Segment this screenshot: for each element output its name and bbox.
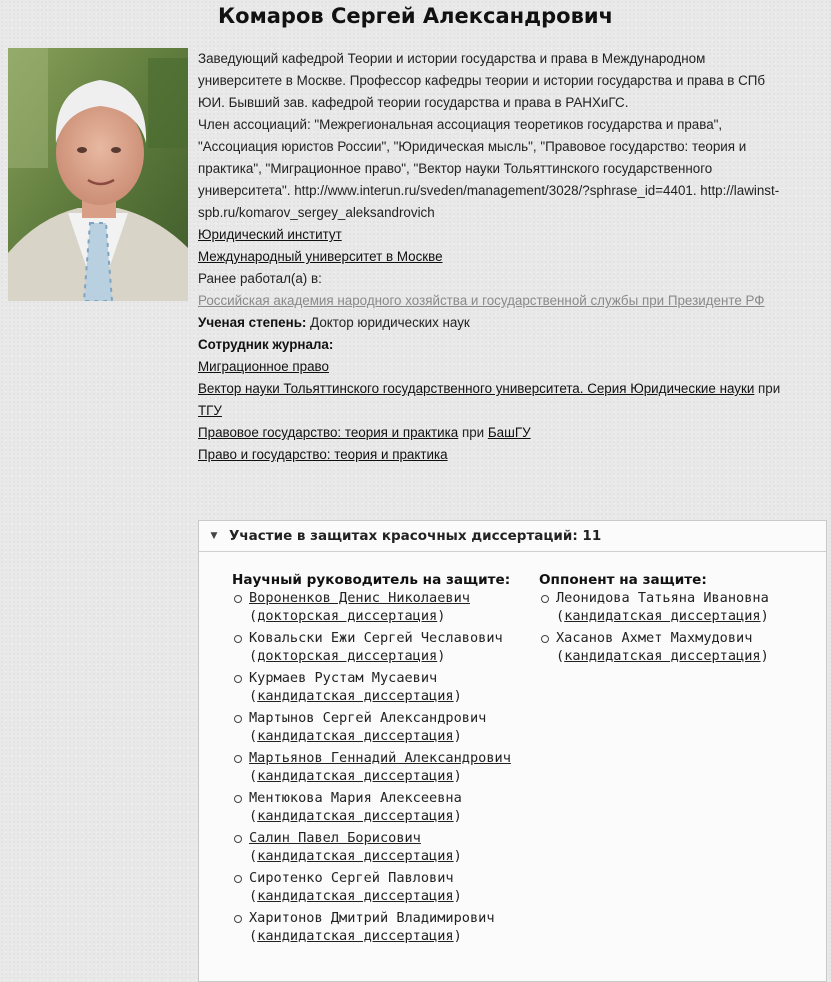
dissertation-type-link[interactable]: докторская диссертация [257, 608, 438, 624]
dissertation-type-link[interactable]: кандидатская диссертация [257, 688, 454, 704]
person-link[interactable]: Вороненков Денис Николаевич [249, 590, 470, 606]
bio-line: университета". http://www.interun.ru/sveden/management/3028/?sphrase_id=4401. http://lawinst- [198, 183, 780, 198]
bio-line: практика", "Миграционное право", "Вектор науки Тольяттинского государственного [198, 161, 713, 176]
person-link[interactable]: Мартьянов Геннадий Александрович [249, 750, 511, 766]
person-name: Харитонов Дмитрий Владимирович [249, 910, 495, 926]
list-item: Леонидова Татьяна Ивановна (кандидатская диссертация) [539, 589, 824, 625]
dissertation-type-link[interactable]: кандидатская диссертация [564, 608, 761, 624]
profile-photo [8, 48, 188, 301]
person-name: Сиротенко Сергей Павлович [249, 870, 454, 886]
journal-sep-text: при [754, 381, 781, 396]
bio-line: ЮИ. Бывший зав. кафедрой теории государства и права в РАНХиГС. [198, 95, 629, 110]
bullet-icon [234, 675, 242, 683]
list-item: Мартынов Сергей Александрович (кандидатская диссертация) [232, 709, 532, 745]
bullet-icon [234, 915, 242, 923]
bullet-icon [234, 835, 242, 843]
journal-link-migration-law[interactable]: Миграционное право [198, 359, 329, 374]
opponent-heading: Оппонент на защите: [539, 572, 707, 588]
journal-sep-text: при [458, 425, 488, 440]
list-item: Мартьянов Геннадий Александрович (кандидатская диссертация) [232, 749, 532, 785]
degree-label: Ученая степень: [198, 315, 307, 330]
bullet-icon [234, 755, 242, 763]
dissertation-type-link[interactable]: кандидатская диссертация [257, 728, 454, 744]
bullet-icon [541, 595, 549, 603]
person-name: Курмаев Рустам Мусаевич [249, 670, 438, 686]
list-item: Сиротенко Сергей Павлович (кандидатская диссертация) [232, 869, 532, 905]
bio-line: университете в Москве. Профессор кафедры теории и истории государства и права в СПб [198, 73, 766, 88]
list-item: Харитонов Дмитрий Владимирович (кандидатская диссертация) [232, 909, 532, 945]
person-name: Ментюкова Мария Алексеевна [249, 790, 462, 806]
supervisor-heading: Научный руководитель на защите: [232, 572, 511, 588]
bullet-icon [234, 635, 242, 643]
list-item: Курмаев Рустам Мусаевич (кандидатская диссертация) [232, 669, 532, 705]
list-item: Ковальски Ежи Сергей Чеславович (докторская диссертация) [232, 629, 532, 665]
dissertations-panel-title: Участие в защитах красочных диссертаций: 11 [229, 528, 602, 544]
journal-link-vector-nauki[interactable]: Вектор науки Тольяттинского государственного университета. Серия Юридические науки [198, 381, 755, 396]
dissertations-panel-header[interactable] [199, 521, 826, 552]
dissertation-type-link[interactable]: кандидатская диссертация [257, 848, 454, 864]
journal-link-pravo-i-gosudarstvo[interactable]: Право и государство: теория и практика [198, 447, 448, 462]
journal-org-link-tgu[interactable]: ТГУ [198, 403, 222, 418]
previous-employment-label: Ранее работал(а) в: [198, 271, 322, 286]
bio-line: Член ассоциаций: "Межрегиональная ассоциация теоретиков государства и права", [198, 117, 723, 132]
list-item: Хасанов Ахмет Махмудович (кандидатская диссертация) [539, 629, 824, 665]
dissertation-type-link[interactable]: докторская диссертация [257, 648, 438, 664]
dissertation-type-link[interactable]: кандидатская диссертация [257, 928, 454, 944]
org-link-university[interactable]: Международный университет в Москве [198, 249, 443, 264]
org-link-institute[interactable]: Юридический институт [198, 227, 342, 242]
supervisor-list [232, 589, 532, 945]
previous-org-link[interactable]: Российская академия народного хозяйства и государственной службы при Президенте РФ [198, 293, 765, 308]
opponent-list [539, 589, 824, 665]
list-item: Ментюкова Мария Алексеевна (кандидатская диссертация) [232, 789, 532, 825]
person-name: Ковальски Ежи Сергей Чеславович [249, 630, 503, 646]
bullet-icon [234, 715, 242, 723]
list-item: Салин Павел Борисович (кандидатская диссертация) [232, 829, 532, 865]
person-name: Хасанов Ахмет Махмудович [556, 630, 753, 646]
page-title: Комаров Сергей Александрович [217, 4, 613, 28]
bullet-icon [234, 595, 242, 603]
person-name: Леонидова Татьяна Ивановна [556, 590, 769, 606]
journal-label: Сотрудник журнала: [198, 337, 334, 352]
bio-line: "Ассоциация юристов России", "Юридическая мысль", "Правовое государство: теория и [198, 139, 747, 154]
list-item: Вороненков Денис Николаевич (докторская диссертация) [232, 589, 532, 625]
dissertation-type-link[interactable]: кандидатская диссертация [257, 888, 454, 904]
dissertations-panel [198, 520, 827, 982]
journal-link-pravovoe-gosudarstvo[interactable]: Правовое государство: теория и практика [198, 425, 459, 440]
opponent-column [539, 571, 824, 669]
dissertation-type-link[interactable]: кандидатская диссертация [257, 808, 454, 824]
degree-value: Доктор юридических наук [310, 315, 470, 330]
bio-text [198, 48, 824, 224]
bio-line: spb.ru/komarov_sergey_aleksandrovich [198, 205, 435, 220]
bullet-icon [234, 795, 242, 803]
journal-org-link-bashgu[interactable]: БашГУ [487, 425, 531, 440]
bio-line: Заведующий кафедрой Теории и истории государства и права в Международном [198, 51, 706, 66]
dissertation-type-link[interactable]: кандидатская диссертация [564, 648, 761, 664]
supervisor-column [232, 571, 532, 949]
person-link[interactable]: Салин Павел Борисович [249, 830, 421, 846]
dissertation-type-link[interactable]: кандидатская диссертация [257, 768, 454, 784]
bullet-icon [234, 875, 242, 883]
bullet-icon [541, 635, 549, 643]
profile-details [198, 48, 824, 466]
collapse-caret-icon[interactable]: ▼ [210, 531, 218, 541]
person-name: Мартынов Сергей Александрович [249, 710, 487, 726]
